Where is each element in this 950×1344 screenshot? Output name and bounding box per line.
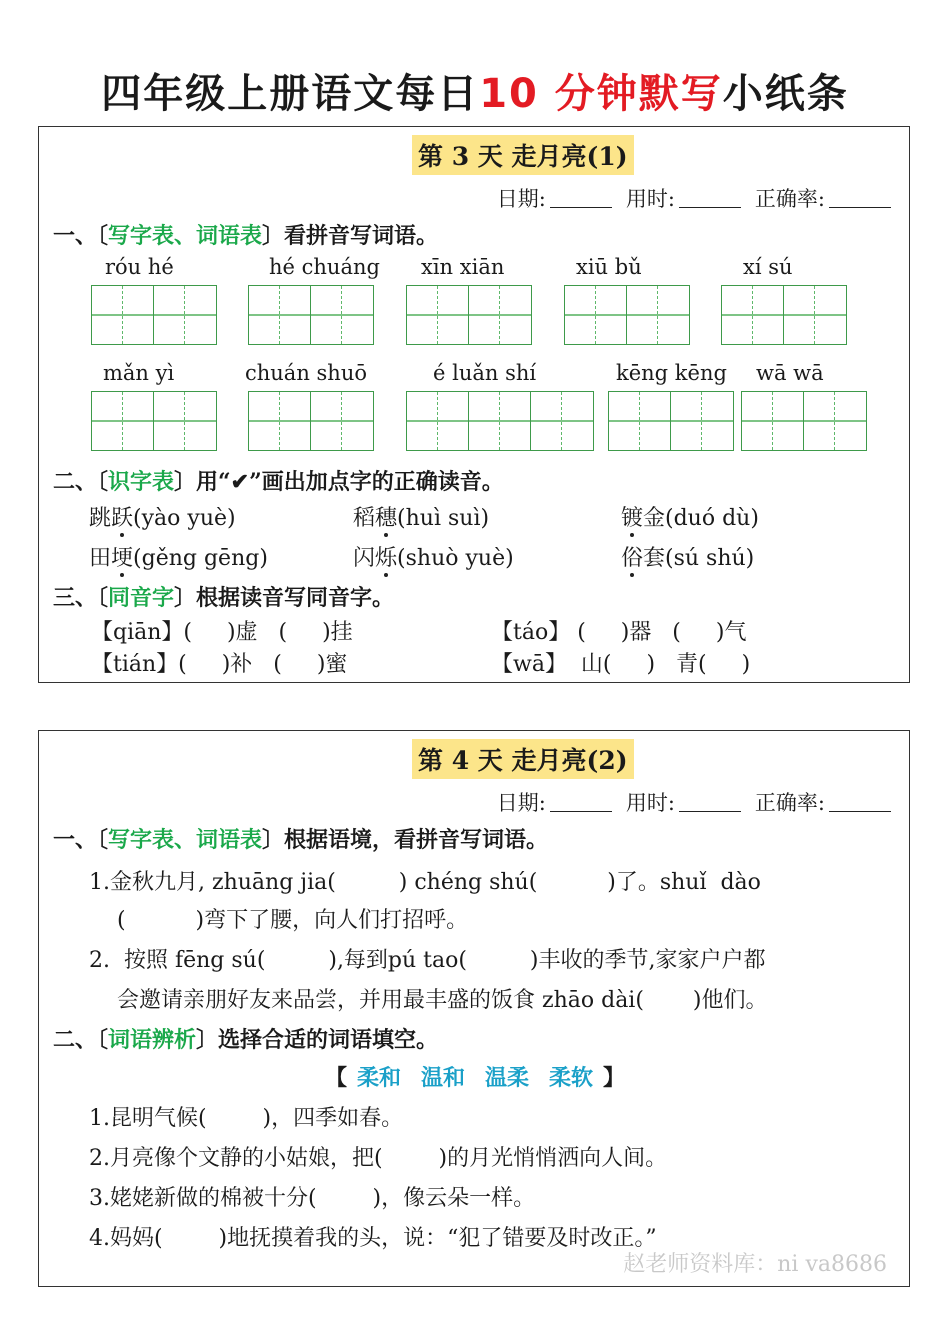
context-line[interactable]: 1.金秋九月, zhuāng jia( ) chéng shú( )了。shuǐ dào (89, 870, 761, 895)
reading-item[interactable]: 跳跃(yào yuè) (89, 506, 236, 531)
writing-grid[interactable] (564, 285, 690, 345)
date-blank[interactable] (550, 791, 612, 812)
reading-item[interactable]: 田埂(gěng gēng) (89, 546, 268, 571)
day3-section2-heading: 二、〔识字表〕用“✔”画出加点字的正确读音。 (53, 469, 504, 495)
option-word: 柔软 (549, 1065, 594, 1091)
word-options: 【 柔和 温和 温柔 柔软 】 (324, 1065, 626, 1091)
context-line[interactable]: 2. 按照 fēng sú( ),每到pú tao( )丰收的季节,家家户户都 (89, 948, 766, 973)
accuracy-blank[interactable] (829, 791, 891, 812)
date-blank[interactable] (550, 187, 612, 208)
pinyin-label: xí sú (743, 255, 793, 279)
writing-grid[interactable] (248, 285, 374, 345)
day3-section1-heading: 一、〔写字表、词语表〕看拼音写词语。 (53, 223, 439, 249)
homophone-item[interactable]: 【wā】 山( ) 青( ) (491, 652, 751, 677)
context-line[interactable]: ( )弯下了腰，向人们打招呼。 (117, 908, 469, 933)
writing-grid[interactable] (91, 391, 217, 451)
pinyin-label: hé chuáng (269, 255, 380, 279)
day4-card (38, 730, 910, 1287)
day3-meta: 日期: 用时: 正确率: (497, 183, 891, 213)
pinyin-label: xiū bǔ (576, 255, 642, 279)
time-blank[interactable] (679, 187, 741, 208)
day4-section2-heading: 二、〔词语辨析〕选择合适的词语填空。 (53, 1027, 439, 1053)
reading-item[interactable]: 镀金(duó dù) (621, 506, 759, 531)
pinyin-label: róu hé (105, 255, 174, 279)
writing-grid[interactable] (608, 391, 734, 451)
writing-grid[interactable] (406, 285, 532, 345)
reading-item[interactable]: 俗套(sú shú) (621, 546, 755, 571)
fill-item[interactable]: 4.妈妈( )地抚摸着我的头，说：“犯了错要及时改正。” (89, 1226, 657, 1251)
fill-item[interactable]: 3.姥姥新做的棉被十分( )，像云朵一样。 (89, 1186, 536, 1211)
fill-item[interactable]: 2.月亮像个文静的小姑娘，把( )的月光悄悄洒向人间。 (89, 1146, 668, 1171)
writing-grid[interactable] (741, 391, 867, 451)
pinyin-label: mǎn yì (103, 361, 175, 385)
day3-section3-heading: 三、〔同音字〕根据读音写同音字。 (53, 585, 395, 611)
accuracy-blank[interactable] (829, 187, 891, 208)
day3-title: 第 3 天 走月亮(1) (412, 135, 634, 175)
context-line[interactable]: 会邀请亲朋好友来品尝，并用最丰盛的饭食 zhāo dài( )他们。 (117, 988, 768, 1013)
reading-item[interactable]: 闪烁(shuò yuè) (353, 546, 514, 571)
fill-item[interactable]: 1.昆明气候( )，四季如春。 (89, 1106, 404, 1131)
option-word: 温和 (420, 1065, 465, 1091)
writing-grid[interactable] (721, 285, 847, 345)
day4-title: 第 4 天 走月亮(2) (412, 739, 634, 779)
writing-grid[interactable] (248, 391, 374, 451)
writing-grid[interactable] (406, 391, 594, 451)
page-title: 四年级上册语文每日10 分钟默写小纸条 (101, 71, 849, 117)
option-word: 柔和 (356, 1065, 401, 1091)
time-blank[interactable] (679, 791, 741, 812)
pinyin-label: wā wā (756, 361, 824, 385)
homophone-item[interactable]: 【qiān】( )虚 ( )挂 (91, 620, 353, 645)
option-word: 温柔 (485, 1065, 530, 1091)
day4-meta: 日期: 用时: 正确率: (497, 787, 891, 817)
pinyin-label: é luǎn shí (433, 361, 537, 385)
pinyin-label: chuán shuō (245, 361, 368, 385)
pinyin-label: kēng kēng (616, 361, 727, 385)
day3-card (38, 126, 910, 683)
day4-section1-heading: 一、〔写字表、词语表〕根据语境，看拼音写词语。 (53, 827, 549, 853)
pinyin-label: xīn xiān (421, 255, 505, 279)
reading-item[interactable]: 稻穗(huì suì) (353, 506, 490, 531)
watermark: 赵老师资料库：ni va8686 (623, 1252, 887, 1277)
homophone-item[interactable]: 【táo】 ( )器 ( )气 (491, 620, 747, 645)
homophone-item[interactable]: 【tián】( )补 ( )蜜 (91, 652, 348, 677)
writing-grid[interactable] (91, 285, 217, 345)
